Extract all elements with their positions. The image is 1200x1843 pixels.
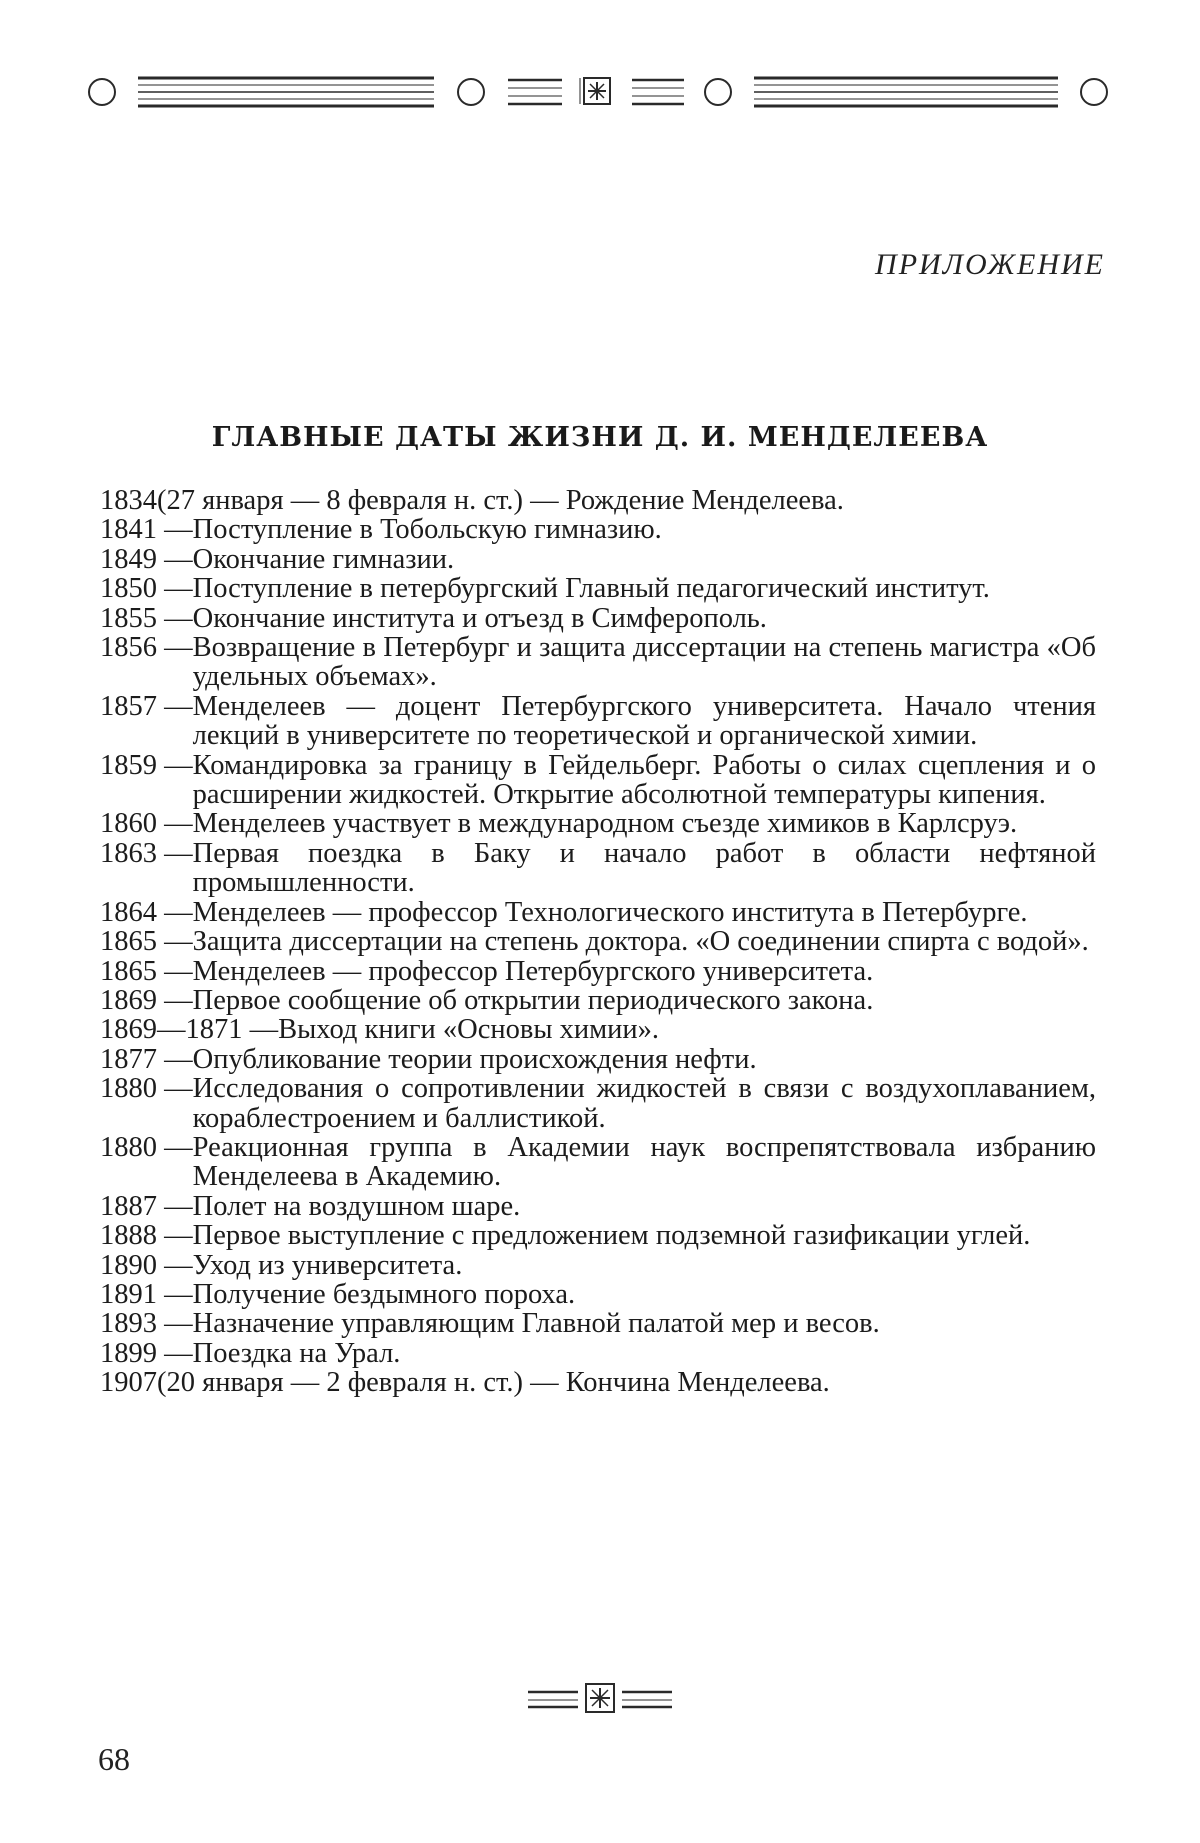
ornament-circle-icon [458,79,484,105]
entry-date: 1880 — [100,1131,193,1163]
entry-text: Менделеев — доцент Петербургского университета. Начало чтения лекций в университете по теоретической и органической химии. [192,690,1096,752]
chronology-entry [100,751,1096,810]
chronology-entry [100,545,1096,574]
chronology-entry [100,1368,1096,1397]
entry-text: Окончание гимназии. [192,543,455,575]
entry-text: Менделеев — профессор Технологического института в Петербурге. [192,896,1028,928]
entry-text: Исследования о сопротивлении жидкостей в связи с воздухоплаванием, кораблестроением и баллистикой. [192,1073,1096,1134]
entry-text: Поступление в Тобольскую гимназию. [192,514,662,546]
entry-date: 1899 — [100,1337,193,1369]
asterisk-icon [586,1684,614,1712]
entry-text: Реакционная группа в Академии наук воспрепятствовала избранию Менделеева в Академию. [192,1131,1096,1193]
chronology-entry [100,1309,1096,1338]
entry-date: 1834 [100,485,157,516]
chronology-entry [100,604,1096,633]
ornament-circle-icon [705,79,731,105]
chronology-entry [100,1251,1096,1280]
chronology-entry [100,1015,1096,1044]
ornament-circle-icon [1081,79,1107,105]
entry-date: 1888 — [100,1220,193,1252]
entry-text: Окончание института и отъезд в Симферополь. [192,602,767,634]
entry-text: Полет на воздушном шаре. [192,1190,521,1222]
entry-date: 1849 — [100,543,193,575]
entry-date: 1869—1871 — [100,1014,279,1046]
chronology-entry [100,809,1096,838]
entry-date: 1864 — [100,896,193,928]
page-title: ГЛАВНЫЕ ДАТЫ ЖИЗНИ Д. И. МЕНДЕЛЕЕВА [211,422,989,453]
entry-text: Поездка на Урал. [192,1337,401,1369]
appendix-label: ПРИЛОЖЕНИЕ [875,248,1105,281]
entry-text: Возвращение в Петербург и защита диссертации на степень магистра «Об удельных объемах». [192,632,1096,693]
entry-text: Назначение управляющим Главной палатой мер и весов. [192,1308,880,1340]
entry-text: Уход из университета. [192,1249,463,1281]
entry-date: 1850 — [100,573,193,605]
entry-date: 1865 — [100,955,193,987]
entry-date: 1859 — [100,749,193,781]
entry-text: Первое выступление с предложением подземной газификации углей. [192,1220,1031,1252]
chronology-entry [100,574,1096,603]
entry-text: Опубликование теории происхождения нефти. [192,1043,757,1075]
entry-text: Менделеев — профессор Петербургского университета. [192,955,874,987]
entry-date: 1887 — [100,1190,193,1222]
entry-date: 1841 — [100,514,193,546]
entry-date: 1893 — [100,1308,193,1340]
chronology-entry [100,986,1096,1015]
entry-date: 1869 — [100,984,193,1016]
top-ornament [88,70,1112,120]
entry-text: Защита диссертации на степень доктора. «О соединении спирта с водой». [192,926,1089,958]
entry-date: 1890 — [100,1249,193,1281]
entry-date: 1857 — [100,690,193,722]
entry-text: Первое сообщение об открытии периодического закона. [192,984,874,1016]
chronology-entry [100,515,1096,544]
chronology-entry [100,1339,1096,1368]
bottom-ornament [528,1680,672,1716]
chronology-entry [100,1192,1096,1221]
chronology-entry [100,486,1096,515]
page-number: 68 [98,1741,130,1777]
chronology-entry [100,839,1096,898]
chronology-list [100,486,1096,1398]
chronology-entry [100,1280,1096,1309]
entry-text: (27 января — 8 февраля н. ст.) — Рождение Менделеева. [157,485,844,516]
entry-date: 1856 — [100,632,193,664]
entry-date: 1855 — [100,602,193,634]
entry-text: (20 января — 2 февраля н. ст.) — Кончина Менделеева. [157,1367,830,1399]
entry-date: 1860 — [100,808,193,840]
chronology-entry [100,957,1096,986]
chronology-entry [100,633,1096,692]
chronology-entry [100,1133,1096,1192]
entry-date: 1891 — [100,1278,193,1310]
entry-text: Выход книги «Основы химии». [278,1014,660,1046]
entry-text: Командировка за границу в Гейдельберг. Работы о силах сцепления и о расширении жидкостей. Открытие абсолютной температуры кипения. [192,749,1096,811]
entry-date: 1865 — [100,926,193,958]
entry-date: 1907 [100,1367,157,1399]
entry-text: Менделеев участвует в международном съезде химиков в Карлсруэ. [192,808,1018,840]
chronology-entry [100,1074,1096,1133]
entry-date: 1880 — [100,1073,193,1105]
entry-text: Получение бездымного пороха. [192,1278,576,1310]
entry-text: Поступление в петербургский Главный педагогический институт. [192,573,990,605]
chronology-entry [100,927,1096,956]
chronology-entry [100,1221,1096,1250]
entry-date: 1877 — [100,1043,193,1075]
chronology-entry [100,898,1096,927]
entry-text: Первая поездка в Баку и начало работ в области нефтяной промышленности. [192,837,1096,899]
entry-date: 1863 — [100,837,193,869]
ornament-circle-icon [89,79,115,105]
chronology-entry [100,692,1096,751]
chronology-entry [100,1045,1096,1074]
